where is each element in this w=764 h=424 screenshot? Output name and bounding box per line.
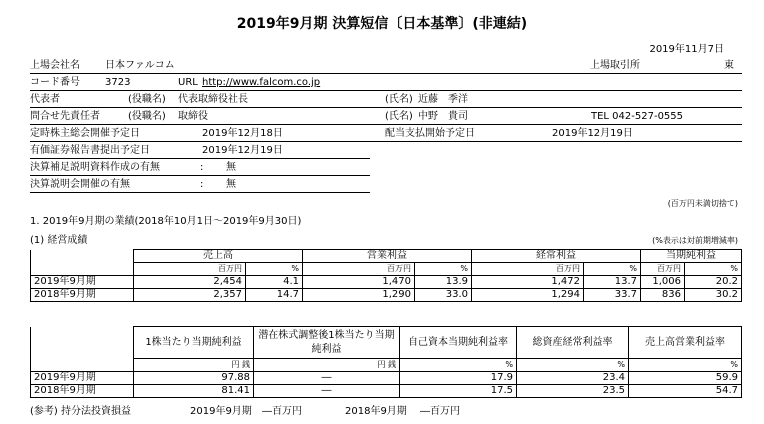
- operating-results-table: [30, 249, 742, 302]
- header-rule-8: [30, 192, 370, 193]
- value-cell: ―: [254, 385, 400, 398]
- dividend-date: 2019年12月19日: [552, 128, 633, 139]
- value-cell: 33.7: [584, 289, 641, 302]
- supplementary-material-value: 無: [226, 162, 236, 173]
- table1-header-row: [31, 250, 742, 263]
- meeting-date: 2019年12月18日: [202, 128, 283, 139]
- ordinary-income-header: 経常利益: [472, 250, 641, 263]
- unit-cell: 百万円: [134, 263, 246, 276]
- value-cell: 1,470: [303, 276, 415, 289]
- header-rule-4: [30, 124, 742, 125]
- contact-name-label: (氏名): [385, 111, 413, 122]
- unit-cell: 円 銭: [254, 359, 400, 372]
- value-cell: 23.4: [517, 372, 629, 385]
- contact-name: 中野 貴司: [418, 111, 468, 122]
- equity-method-fy2019-value: ―百万円: [262, 406, 302, 417]
- url-link[interactable]: http://www.falcom.co.jp: [202, 77, 321, 88]
- header-rule-5: [30, 141, 742, 142]
- value-cell: ―: [254, 372, 400, 385]
- value-cell: 54.7: [629, 385, 742, 398]
- roa-header: 総資産経常利益率: [517, 327, 629, 359]
- supplementary-material-colon: :: [200, 162, 204, 173]
- table2-header-row: [31, 327, 742, 359]
- section-1-title: 1. 2019年9月期の業績(2018年10月1日～2019年9月30日): [30, 216, 302, 227]
- unit-cell: %: [584, 263, 641, 276]
- operating-margin-header: 売上高営業利益率: [629, 327, 742, 359]
- value-cell: 97.88: [134, 372, 254, 385]
- contact-tel: TEL 042-527-0555: [591, 111, 684, 122]
- value-cell: 59.9: [629, 372, 742, 385]
- header-rule-1: [30, 73, 742, 74]
- report-date: 2019年11月7日: [649, 44, 724, 55]
- table-row: [31, 385, 742, 398]
- header-rule-6: [30, 158, 370, 159]
- contact-title-label: (役職名): [128, 111, 166, 122]
- equity-method-fy2019-label: 2019年9月期: [190, 406, 252, 417]
- header-rule-3: [30, 107, 742, 108]
- row-label: 2019年9月期: [31, 276, 134, 289]
- table2-unit-row: [31, 359, 742, 372]
- table1-corner-cell: [31, 250, 134, 263]
- equity-method-fy2018-value: ―百万円: [420, 406, 460, 417]
- unit-cell: %: [517, 359, 629, 372]
- rounding-note: (百万円未満切捨て): [667, 199, 738, 208]
- representative-label: 代表者: [30, 94, 60, 105]
- value-cell: 23.5: [517, 385, 629, 398]
- value-cell: 1,006: [641, 276, 685, 289]
- header-rule-7: [30, 175, 370, 176]
- unit-cell: 円 銭: [134, 359, 254, 372]
- unit-cell: %: [400, 359, 517, 372]
- unit-cell: 百万円: [641, 263, 685, 276]
- briefing-label: 決算説明会開催の有無: [30, 179, 130, 190]
- table-row: [31, 276, 742, 289]
- value-cell: 13.9: [415, 276, 472, 289]
- equity-method-label: (参考) 持分法投資損益: [30, 406, 131, 417]
- representative-title-label: (役職名): [128, 94, 166, 105]
- value-cell: 1,290: [303, 289, 415, 302]
- listed-company-value: 日本ファルコム: [105, 60, 175, 71]
- value-cell: 2,454: [134, 276, 246, 289]
- supplementary-material-label: 決算補足説明資料作成の有無: [30, 162, 160, 173]
- exchange-value: 東: [724, 60, 734, 71]
- row-label: 2018年9月期: [31, 289, 134, 302]
- value-cell: 30.2: [685, 289, 742, 302]
- equity-method-fy2018-label: 2018年9月期: [345, 406, 407, 417]
- contact-label: 問合せ先責任者: [30, 111, 100, 122]
- value-cell: 17.9: [400, 372, 517, 385]
- value-cell: 13.7: [584, 276, 641, 289]
- unit-cell: %: [629, 359, 742, 372]
- value-cell: 1,472: [472, 276, 584, 289]
- url-label: URL: [178, 77, 198, 88]
- representative-title: 代表取締役社長: [178, 94, 248, 105]
- operating-income-header: 営業利益: [303, 250, 472, 263]
- header-rule-2: [30, 90, 742, 91]
- representative-name: 近藤 季洋: [418, 94, 468, 105]
- table1-unit-label-cell: [31, 263, 134, 276]
- page-title: 2019年9月期 決算短信〔日本基準〕(非連結): [236, 16, 528, 32]
- value-cell: 81.41: [134, 385, 254, 398]
- report-submit-label: 有価証券報告書提出予定日: [30, 145, 150, 156]
- table2-corner-cell: [31, 327, 134, 359]
- briefing-colon: :: [200, 179, 204, 190]
- diluted-eps-header: 潜在株式調整後1株当たり当期純利益: [254, 327, 400, 359]
- value-cell: 4.1: [246, 276, 303, 289]
- table1-unit-row: [31, 263, 742, 276]
- meeting-label: 定時株主総会開催予定日: [30, 128, 140, 139]
- unit-cell: %: [415, 263, 472, 276]
- value-cell: 2,357: [134, 289, 246, 302]
- operating-results-title: (1) 経営成績: [30, 235, 88, 246]
- table-row: [31, 289, 742, 302]
- value-cell: 14.7: [246, 289, 303, 302]
- unit-cell: 百万円: [303, 263, 415, 276]
- table-row: [31, 372, 742, 385]
- value-cell: 836: [641, 289, 685, 302]
- change-rate-note: (%表示は対前期増減率): [652, 236, 738, 245]
- value-cell: 33.0: [415, 289, 472, 302]
- per-share-ratios-table: [30, 326, 742, 398]
- unit-cell: %: [685, 263, 742, 276]
- report-submit-date: 2019年12月19日: [202, 145, 283, 156]
- exchange-label: 上場取引所: [590, 60, 640, 71]
- net-income-header: 当期純利益: [641, 250, 742, 263]
- value-cell: 17.5: [400, 385, 517, 398]
- dividend-label: 配当支払開始予定日: [385, 128, 475, 139]
- eps-header: 1株当たり当期純利益: [134, 327, 254, 359]
- table2-unit-label-cell: [31, 359, 134, 372]
- unit-cell: 百万円: [472, 263, 584, 276]
- row-label: 2018年9月期: [31, 385, 134, 398]
- unit-cell: %: [246, 263, 303, 276]
- net-sales-header: 売上高: [134, 250, 303, 263]
- code-label: コード番号: [30, 77, 80, 88]
- listed-company-label: 上場会社名: [30, 60, 80, 71]
- row-label: 2019年9月期: [31, 372, 134, 385]
- representative-name-label: (氏名): [385, 94, 413, 105]
- code-value: 3723: [105, 77, 131, 88]
- contact-title: 取締役: [178, 111, 208, 122]
- briefing-value: 無: [226, 179, 236, 190]
- roe-header: 自己資本当期純利益率: [400, 327, 517, 359]
- value-cell: 1,294: [472, 289, 584, 302]
- value-cell: 20.2: [685, 276, 742, 289]
